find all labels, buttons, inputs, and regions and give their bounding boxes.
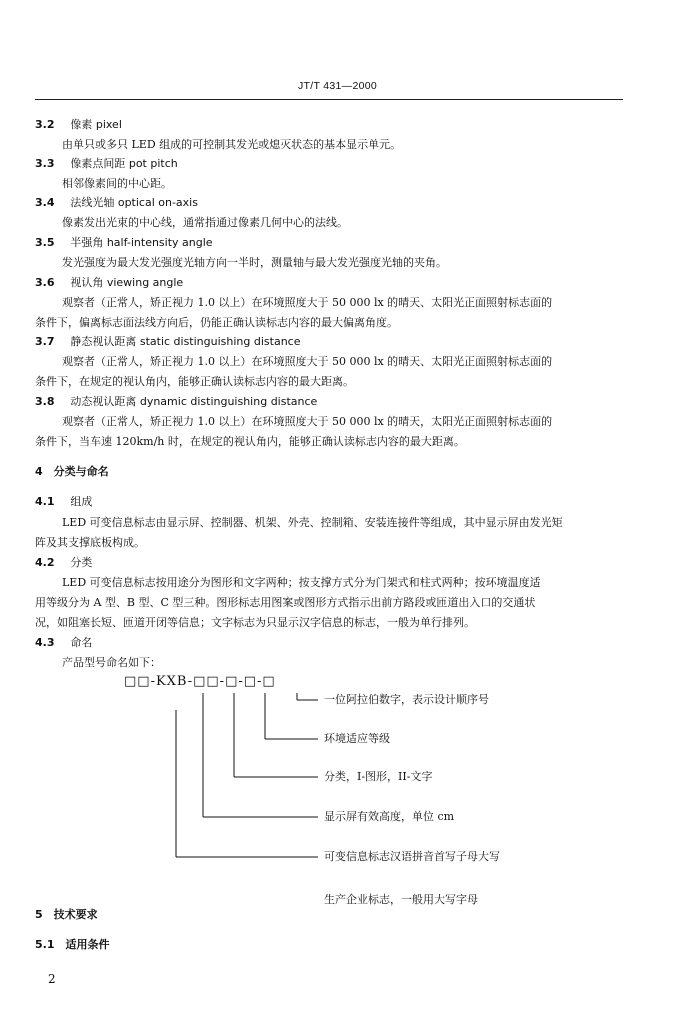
diagram-label-environment: 环境适应等级 — [324, 732, 390, 745]
diagram-label-sequence: 一位阿拉伯数字，表示设计顺序号 — [324, 693, 489, 706]
section-4-1-body-2: 阵及其支撑底板构成。 — [35, 536, 145, 549]
section-4-1-title: 组成 — [70, 495, 93, 508]
entry-3-6-num: 3.6 — [35, 276, 55, 289]
entry-3-5-title: 半强角 half-intensity angle — [70, 236, 213, 249]
entry-3-4-title: 法线光轴 optical on-axis — [70, 196, 198, 209]
page-number: 2 — [48, 972, 56, 986]
entry-3-7-num: 3.7 — [35, 335, 55, 348]
entry-3-3-num: 3.3 — [35, 157, 55, 170]
entry-3-8-body-2: 条件下，当车速 120km/h 时，在规定的视认角内，能够正确认读标志内容的最大距离。 — [35, 435, 465, 448]
entry-3-7-body-2: 条件下，在规定的视认角内，能够正确认读标志内容的最大距离。 — [35, 375, 354, 388]
section-4-heading: 4 分类与命名 — [35, 465, 109, 478]
model-code-pattern: □□-KXB-□□-□-□-□ — [124, 674, 276, 689]
section-4-3-intro: 产品型号命名如下： — [62, 656, 161, 669]
entry-3-6-body-2: 条件下，偏离标志面法线方向后，仍能正确认读标志内容的最大偏离角度。 — [35, 316, 398, 329]
diagram-label-classification: 分类，I-图形，II-文字 — [324, 770, 433, 783]
entry-3-6-body-1: 观察者（正常人，矫正视力 1.0 以上）在环境照度大于 50 000 lx 的晴天、太阳光正面照射标志面的 — [62, 296, 553, 309]
section-5-1-heading: 5.1 适用条件 — [35, 938, 110, 951]
section-5-heading: 5 技术要求 — [35, 908, 98, 921]
entry-3-3-body: 相邻像素间的中心距。 — [62, 177, 172, 190]
section-4-2-body-3: 况，如阻塞长短、匝道开闭等信息；文字标志为只显示汉字信息的标志，一般为单行排列。 — [35, 616, 475, 629]
section-4-2-body-2: 用等级分为 A 型、B 型、C 型三种。图形标志用图案或图形方式指示出前方路段或匝道出入口的交通状 — [35, 596, 536, 609]
section-4-1-num: 4.1 — [35, 495, 55, 508]
entry-3-5-num: 3.5 — [35, 236, 55, 249]
entry-3-3-title: 像素点间距 pot pitch — [70, 157, 178, 170]
entry-3-8-title: 动态视认距离 dynamic distinguishing distance — [70, 395, 318, 408]
entry-3-8-num: 3.8 — [35, 395, 55, 408]
section-4-2-title: 分类 — [70, 556, 93, 569]
section-4-3-num: 4.3 — [35, 636, 55, 649]
diagram-label-height: 显示屏有效高度，单位 cm — [324, 810, 455, 823]
entry-3-4-body: 像素发出光束的中心线，通常指通过像素几何中心的法线。 — [62, 216, 348, 229]
entry-3-7-body-1: 观察者（正常人，矫正视力 1.0 以上）在环境照度大于 50 000 lx 的晴天、太阳光正面照射标志面的 — [62, 355, 553, 368]
entry-3-5-body: 发光强度为最大发光强度光轴方向一半时，测量轴与最大发光强度光轴的夹角。 — [62, 256, 447, 269]
section-4-3-title: 命名 — [70, 636, 93, 649]
entry-3-4-num: 3.4 — [35, 196, 55, 209]
entry-3-7-title: 静态视认距离 static distinguishing distance — [70, 335, 301, 348]
diagram-label-manufacturer: 生产企业标志，一般用大写字母 — [324, 893, 478, 906]
standard-code-header: JT/T 431—2000 — [298, 80, 377, 92]
section-4-1-body-1: LED 可变信息标志由显示屏、控制器、机架、外壳、控制箱、安装连接件等组成，其中显示屏由发光矩 — [62, 516, 563, 529]
section-4-2-body-1: LED 可变信息标志按用途分为图形和文字两种；按支撑方式分为门架式和柱式两种；按环境温度适 — [62, 576, 541, 589]
entry-3-6-title: 视认角 viewing angle — [70, 276, 184, 289]
section-4-2-num: 4.2 — [35, 556, 55, 569]
entry-3-2-body: 由单只或多只 LED 组成的可控制其发光或熄灭状态的基本显示单元。 — [62, 138, 402, 151]
entry-3-2-title: 像素 pixel — [70, 118, 122, 131]
entry-3-8-body-1: 观察者（正常人，矫正视力 1.0 以上）在环境照度大于 50 000 lx 的晴天，太阳光正面照射标志面的 — [62, 415, 553, 428]
entry-3-2-num: 3.2 — [35, 118, 55, 131]
diagram-label-pinyin: 可变信息标志汉语拼音首写子母大写 — [324, 850, 500, 863]
